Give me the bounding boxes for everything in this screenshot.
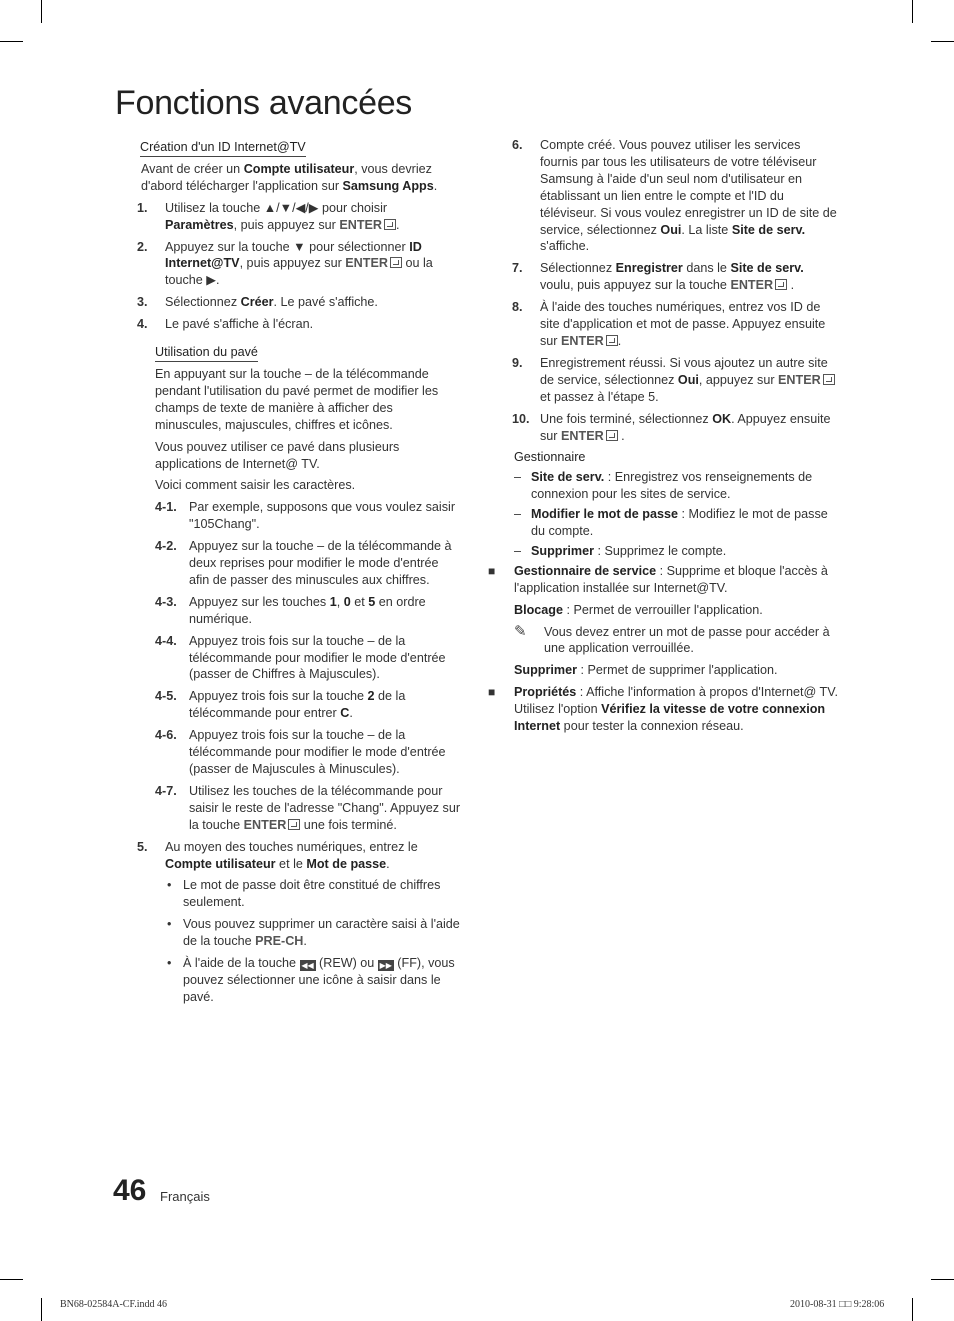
- footer-filename: BN68-02584A-CF.indd 46: [60, 1299, 167, 1310]
- step-text: Par exemple, supposons que vous voulez saisir "105Chang".: [189, 500, 456, 532]
- step-8: [512, 299, 840, 350]
- text: une fois terminé.: [300, 817, 397, 832]
- step-4-1: [155, 499, 462, 533]
- bold-text: Créer: [240, 295, 274, 310]
- service-manager-details: [512, 602, 840, 680]
- bold-text: Blocage: [514, 602, 563, 617]
- enter-key-label: ENTER: [778, 372, 821, 387]
- step-number: 3.: [137, 295, 148, 310]
- enter-icon: [390, 257, 402, 268]
- bold-text: Compte utilisateur: [165, 856, 276, 871]
- text: Avant de créer un: [141, 161, 244, 176]
- bold-text: OK: [712, 411, 732, 426]
- step-9: [512, 355, 840, 406]
- step-text: Le pavé s'affiche à l'écran.: [165, 317, 314, 332]
- step-text: [165, 839, 462, 873]
- text: À l'aide des touches numériques, entrez vos ID de site d'application et mot de passe. Appuyez ensuite sur: [540, 300, 826, 348]
- step-number: 1.: [137, 200, 148, 215]
- step-4-4: [155, 633, 462, 684]
- enter-icon: [288, 819, 300, 830]
- text: Enregistrement réussi. Si vous ajoutez un autre site de service, sélectionnez: [540, 355, 828, 387]
- enter-icon: [823, 374, 835, 385]
- square-text: [514, 563, 840, 597]
- text: Appuyez trois fois sur la touche: [189, 689, 368, 704]
- step-number: 10.: [512, 411, 530, 426]
- text: À l'aide de la touche: [183, 956, 300, 971]
- dash-icon: –: [514, 470, 522, 485]
- text: : Affiche l'information à propos d'Internet@ TV. Utilisez l'option: [514, 685, 838, 717]
- text: .: [617, 333, 622, 348]
- bullet-item: [137, 877, 462, 911]
- step-number: 9.: [512, 355, 523, 370]
- text: Une fois terminé, sélectionnez: [540, 411, 713, 426]
- enter-key-label: ENTER: [339, 217, 383, 232]
- crop-mark: [912, 1298, 913, 1321]
- text: Au moyen des touches numériques, entrez le: [165, 839, 418, 854]
- text: Sélectionnez: [165, 295, 241, 310]
- bullet-item: [137, 955, 462, 1006]
- step-text: [165, 294, 462, 311]
- bold-text: Site de serv.: [531, 470, 605, 485]
- enter-icon: [606, 430, 618, 441]
- enter-key-label: ENTER: [345, 256, 388, 271]
- text: Appuyez sur la touche ▼ pour sélectionner: [165, 239, 410, 254]
- square-item-service-manager: [488, 563, 840, 597]
- text: et passez à l'étape 5.: [540, 389, 659, 404]
- step-4-5: [155, 688, 462, 722]
- text: voulu, puis appuyez sur la touche: [540, 278, 731, 293]
- bold-text: Site de serv.: [730, 261, 804, 276]
- dash-text: [531, 469, 840, 503]
- step-text: Appuyez trois fois sur la touche – de la télécommande pour modifier le mode d'entrée (passer de Chiffres à Majuscules).: [189, 633, 446, 682]
- step-number: 5.: [137, 839, 148, 854]
- step-text: Appuyez trois fois sur la touche – de la télécommande pour modifier le mode d'entrée (passer de Majuscules à Minuscules).: [189, 728, 446, 776]
- enter-key-label: ENTER: [561, 333, 604, 348]
- text: et: [350, 594, 369, 609]
- step-number: 7.: [512, 261, 523, 276]
- text: . Appuyez ensuite sur: [540, 411, 831, 443]
- intro-paragraph: [137, 161, 462, 195]
- step-text: Appuyez sur la touche – de la télécommande à deux reprises pour modifier le mode d'entrée afin de passer des minuscules aux chiffres.: [189, 539, 452, 587]
- text: .: [787, 278, 795, 293]
- paragraph: Vous pouvez utiliser ce pavé dans plusieurs applications de Internet@ TV.: [155, 439, 400, 471]
- bullet-item: [137, 916, 462, 950]
- crop-mark: [0, 1279, 23, 1280]
- text: , puis appuyez sur: [233, 217, 340, 232]
- page-title: Fonctions avancées: [115, 84, 412, 122]
- step-number: 4-1.: [155, 500, 177, 515]
- text: , puis appuyez sur: [239, 256, 346, 271]
- step-2: [137, 239, 462, 290]
- enter-icon: [606, 335, 618, 346]
- crop-mark: [912, 0, 913, 23]
- section-title-keypad: Utilisation du pavé: [155, 344, 258, 362]
- crop-mark: [41, 0, 42, 23]
- bold-text: Site de serv.: [731, 222, 806, 237]
- text: en ordre numérique.: [189, 594, 426, 626]
- square-bullet-icon: ■: [488, 685, 496, 700]
- step-1: [137, 200, 462, 234]
- footer-timestamp: 2010-08-31 □□ 9:28:06: [790, 1299, 885, 1310]
- text: : Permet de verrouiller l'application.: [563, 602, 763, 617]
- text: . La liste: [681, 222, 732, 237]
- bold-text: Samsung Apps: [342, 178, 434, 193]
- dash-text: [531, 506, 840, 540]
- step-4-6: [155, 727, 462, 778]
- step-text: [189, 783, 462, 834]
- text: .: [396, 217, 400, 232]
- enter-key-label: ENTER: [561, 428, 604, 443]
- enter-icon: [775, 279, 787, 290]
- bullet-icon: •: [167, 956, 172, 971]
- step-number: 4-3.: [155, 594, 177, 609]
- bold-text: Supprimer: [531, 543, 594, 558]
- step-4-2: [155, 538, 462, 589]
- step-4: [137, 316, 462, 333]
- bold-text: Gestionnaire de service: [514, 563, 657, 578]
- text: Sélectionnez: [540, 261, 616, 276]
- step-text: [189, 594, 462, 628]
- text: . Le pavé s'affiche.: [273, 295, 378, 310]
- text: .: [303, 934, 307, 949]
- bullet-icon: •: [167, 917, 172, 932]
- step-5: [137, 839, 462, 873]
- text: : Supprime et bloque l'accès à l'application installée sur Internet@TV.: [514, 563, 828, 595]
- bold-text: Enregistrer: [615, 261, 683, 276]
- text: et le: [275, 856, 307, 871]
- text: (REW) ou: [315, 956, 378, 971]
- right-column: [488, 137, 840, 740]
- text: : Modifiez le mot de passe du compte.: [531, 507, 828, 539]
- bold-text: 2: [367, 689, 375, 704]
- language-label: Français: [160, 1189, 210, 1204]
- rewind-icon: ◀◀: [301, 961, 314, 971]
- bold-text: C: [340, 706, 350, 721]
- bold-text: Paramètres: [165, 217, 234, 232]
- step-6: [512, 137, 840, 255]
- text: Utilisez la touche ▲/▼/◀/▶ pour choisir: [165, 200, 388, 215]
- text: .: [617, 428, 625, 443]
- text: dans le: [682, 261, 731, 276]
- step-text: [540, 355, 840, 406]
- step-number: 4-6.: [155, 728, 177, 743]
- bullet-text: [183, 955, 462, 1006]
- text: de la télécommande pour entrer: [189, 689, 406, 721]
- step-text: [540, 411, 840, 445]
- bold-text: Modifier le mot de passe: [531, 507, 678, 522]
- bold-text: Propriétés: [514, 685, 577, 700]
- note: [514, 624, 840, 658]
- text: (FF), vous pouvez sélectionner une icône à saisir dans le pavé.: [183, 956, 455, 1004]
- bold-text: 5: [368, 594, 376, 609]
- bullet-text: Le mot de passe doit être constitué de chiffres seulement.: [183, 878, 441, 910]
- step-number: 2.: [137, 239, 148, 254]
- text: ou la touche ▶.: [165, 256, 433, 288]
- step-number: 8.: [512, 300, 523, 315]
- text: .: [386, 856, 390, 871]
- text: s'affiche.: [540, 239, 590, 254]
- dash-item: [514, 543, 840, 560]
- section-title-create-id: Création d'un ID Internet@TV: [140, 139, 306, 157]
- step-number: 4-4.: [155, 633, 177, 648]
- left-column: [137, 137, 462, 1011]
- text: : Enregistrez vos renseignements de connexion pour les sites de service.: [531, 470, 813, 502]
- bold-text: Vérifiez la vitesse de votre connexion Internet: [514, 702, 826, 734]
- step-text: [189, 688, 462, 722]
- dash-text: [531, 543, 840, 560]
- bold-text: ID Internet@TV: [165, 239, 422, 271]
- crop-mark: [931, 41, 954, 42]
- text: : Permet de supprimer l'application.: [576, 663, 778, 678]
- bold-text: Compte utilisateur: [243, 161, 355, 176]
- step-3: [137, 294, 462, 311]
- step-text: [165, 239, 462, 290]
- step-text: [540, 137, 840, 255]
- pre-ch-key-label: PRE-CH: [255, 934, 304, 949]
- square-bullet-icon: ■: [488, 563, 496, 578]
- step-text: [165, 200, 462, 234]
- bold-text: Oui: [660, 222, 682, 237]
- step-number: 4.: [137, 317, 148, 332]
- text: pour tester la connexion réseau.: [560, 719, 744, 734]
- bullet-icon: •: [167, 878, 172, 893]
- fast-forward-icon: ▶▶: [379, 961, 392, 971]
- note-text: Vous devez entrer un mot de passe pour accéder à une application verrouillée.: [544, 624, 830, 656]
- text: Appuyez sur les touches: [189, 594, 330, 609]
- step-number: 4-2.: [155, 539, 177, 554]
- step-text: [540, 260, 840, 294]
- page-number: 46: [113, 1174, 147, 1207]
- dash-item: [514, 506, 840, 540]
- bold-text: Supprimer: [514, 663, 577, 678]
- text: .: [349, 706, 353, 721]
- paragraph: Voici comment saisir les caractères.: [155, 478, 356, 493]
- dash-icon: –: [514, 543, 522, 558]
- step-text: [540, 299, 840, 350]
- step-4-3: [155, 594, 462, 628]
- dash-icon: –: [514, 507, 522, 522]
- square-text: [514, 684, 840, 735]
- enter-key-label: ENTER: [730, 278, 774, 293]
- text: : Supprimez le compte.: [593, 543, 727, 558]
- crop-mark: [931, 1279, 954, 1280]
- enter-key-label: ENTER: [243, 817, 287, 832]
- bold-text: Mot de passe: [306, 856, 387, 871]
- keypad-section: [137, 338, 462, 834]
- note-pencil-icon: ✎: [514, 622, 527, 640]
- crop-mark: [41, 1298, 42, 1321]
- crop-mark: [0, 41, 23, 42]
- bold-text: Oui: [677, 372, 699, 387]
- dash-item: [514, 469, 840, 503]
- enter-icon: [384, 219, 396, 230]
- manager-section: [512, 449, 840, 559]
- bold-text: 1: [329, 594, 337, 609]
- text: Utilisez les touches de la télécommande pour saisir le reste de l'adresse "Chang". Appuyez sur la touche: [189, 783, 461, 832]
- square-item-properties: [488, 684, 840, 735]
- manager-title: Gestionnaire: [514, 450, 586, 465]
- step-number: 4-5.: [155, 689, 177, 704]
- text: Vous pouvez supprimer un caractère saisi à l'aide de la touche: [183, 917, 460, 949]
- bold-text: 0: [343, 594, 351, 609]
- step-number: 4-7.: [155, 783, 177, 798]
- text: Compte créé. Vous pouvez utiliser les services fournis par tous les utilisateurs de votre téléviseur Samsung à l'aide d'un seul nom d'utilisateur en établissant un lien entre le compte et l'ID du téléviseur. Si vous voulez enregistrer un ID de site de service, sélectionnez: [540, 138, 837, 237]
- text: ,: [336, 594, 344, 609]
- text: , appuyez sur: [698, 372, 779, 387]
- paragraph: En appuyant sur la touche – de la télécommande pendant l'utilisation du pavé permet de modifier les champs de texte de manière à afficher des minuscules, majuscules, chiffres et icônes.: [155, 366, 439, 432]
- bullet-text: [183, 916, 462, 950]
- step-number: 6.: [512, 138, 523, 152]
- step-10: [512, 411, 840, 445]
- step-4-7: [155, 783, 462, 834]
- text: .: [433, 178, 438, 193]
- step-7: [512, 260, 840, 294]
- text: , vous devriez d'abord télécharger l'application sur: [141, 161, 432, 193]
